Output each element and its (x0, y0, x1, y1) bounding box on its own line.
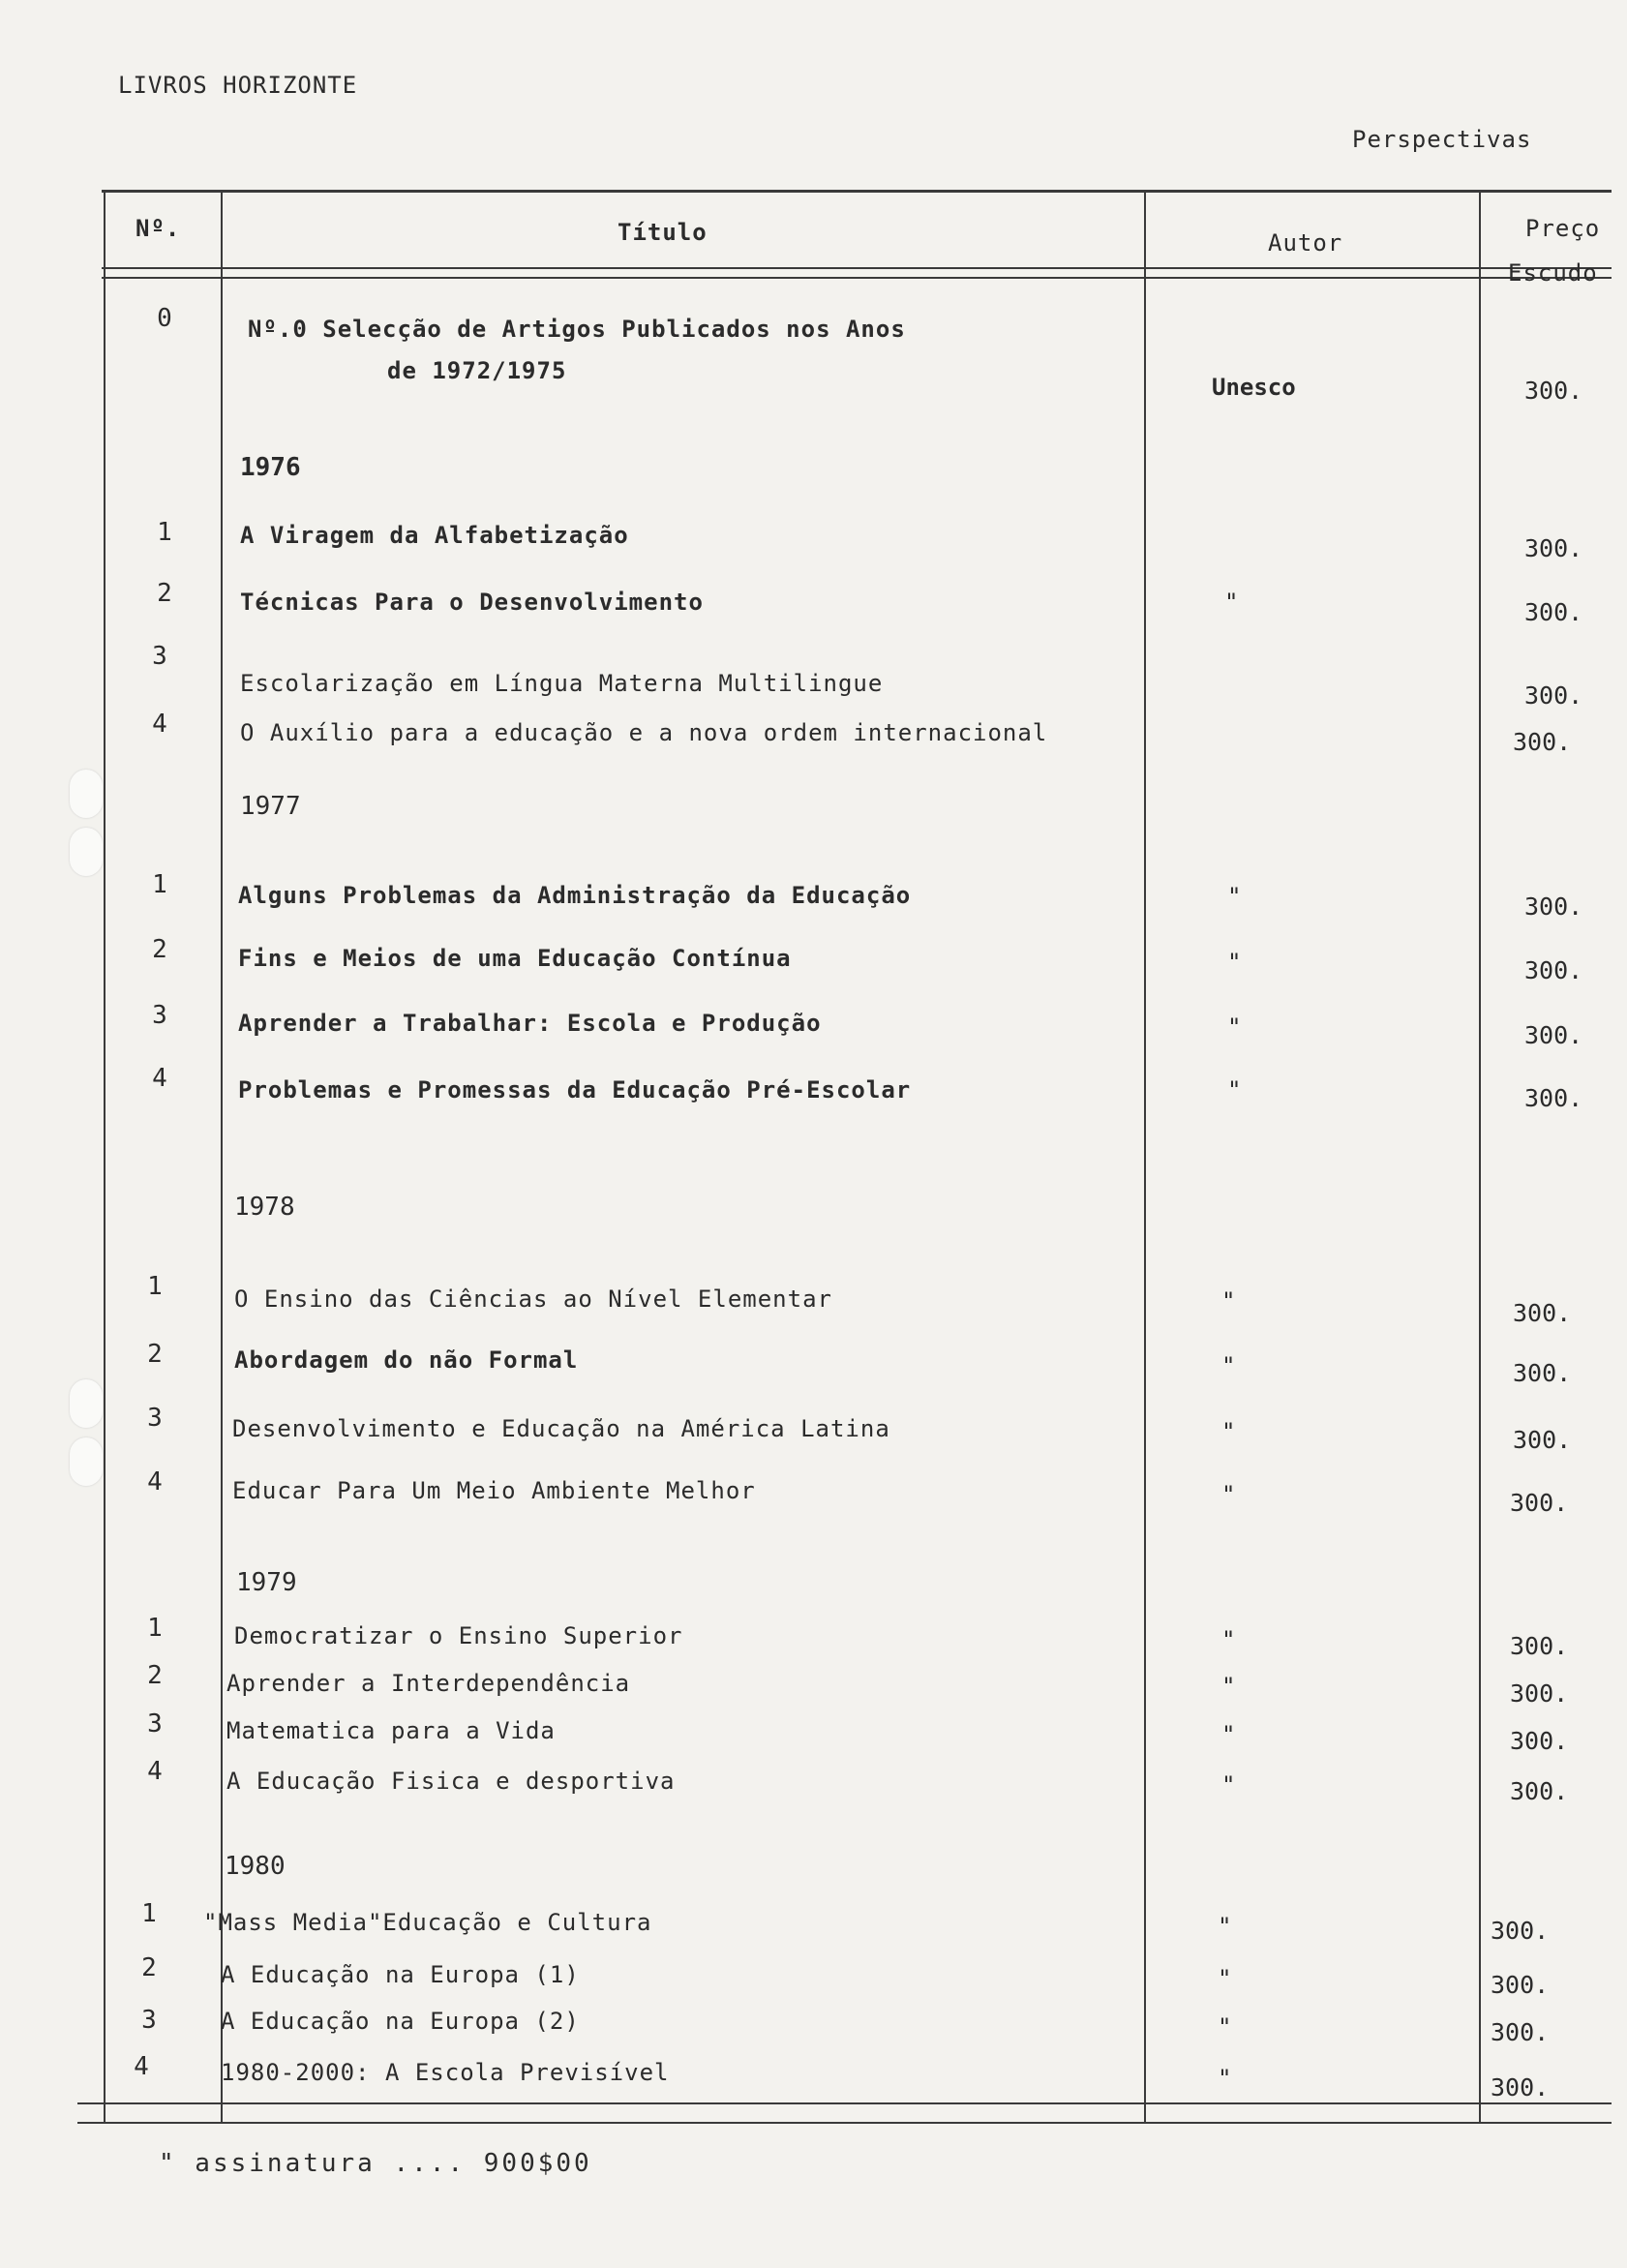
row-number: 3 (152, 1001, 167, 1030)
header-divider (102, 267, 1612, 269)
publisher-name: LIVROS HORIZONTE (118, 72, 358, 99)
row-title: Alguns Problemas da Administração da Educação (238, 882, 912, 909)
row-price: 300. (1524, 892, 1583, 921)
row-author: " (1221, 1287, 1236, 1315)
row-number: 4 (152, 1064, 167, 1093)
column-header-author: Autor (1268, 229, 1343, 257)
row-title: Educar Para Um Meio Ambiente Melhor (232, 1477, 756, 1504)
row-number: 1 (141, 1899, 157, 1928)
row-number: 1 (152, 870, 167, 899)
row-number: 2 (147, 1661, 163, 1690)
collection-name: Perspectivas (1352, 126, 1532, 153)
row-price: 300. (1513, 1299, 1572, 1327)
row-number: 3 (152, 642, 167, 671)
row-number: 0 (157, 304, 172, 333)
row-title: Matematica para a Vida (226, 1717, 556, 1744)
row-title: A Educação na Europa (1) (221, 1961, 580, 1988)
row-price: 300. (1510, 1632, 1569, 1660)
row-title: A Educação Fisica e desportiva (226, 1768, 676, 1795)
row-author: " (1227, 949, 1242, 976)
row-title: Nº.0 Selecção de Artigos Publicados nos Anos (248, 316, 906, 343)
row-number: 4 (152, 710, 167, 739)
row-title: 1980-2000: A Escola Previsível (221, 2059, 670, 2086)
row-price: 300. (1524, 598, 1583, 626)
punch-hole (70, 1437, 103, 1486)
row-number: 3 (147, 1709, 163, 1739)
punch-hole (70, 828, 103, 876)
row-author: " (1218, 1913, 1232, 1940)
row-price: 300. (1513, 1359, 1572, 1387)
row-title: Democratizar o Ensino Superior (234, 1622, 683, 1649)
row-number: 3 (147, 1404, 163, 1433)
column-divider (104, 190, 105, 2122)
row-author: " (1221, 1626, 1236, 1653)
row-title: A Educação na Europa (2) (221, 2008, 580, 2035)
column-divider (1479, 190, 1481, 2122)
row-title: O Auxílio para a educação e a nova ordem internacional (240, 719, 1048, 746)
row-number: 4 (134, 2052, 149, 2081)
row-number: 3 (141, 2006, 157, 2035)
column-header-title: Título (618, 219, 708, 246)
row-author: " (1227, 883, 1242, 910)
column-header-number: Nº. (136, 215, 181, 242)
row-title: Problemas e Promessas da Educação Pré-Escolar (238, 1076, 912, 1104)
row-author: " (1218, 1965, 1232, 1992)
row-number: 1 (147, 1614, 163, 1643)
row-author: " (1218, 2065, 1232, 2092)
row-title: Aprender a Trabalhar: Escola e Produção (238, 1010, 822, 1037)
row-number: 2 (147, 1340, 163, 1369)
year-heading: 1979 (236, 1568, 297, 1597)
row-title: A Viragem da Alfabetização (240, 522, 629, 549)
row-number: 1 (147, 1272, 163, 1301)
row-title: O Ensino das Ciências ao Nível Elementar (234, 1285, 832, 1313)
row-number: 4 (147, 1467, 163, 1497)
row-number: 2 (152, 935, 167, 964)
table-top-border (102, 190, 1612, 193)
year-heading: 1976 (240, 453, 301, 482)
row-price: 300. (1491, 1971, 1550, 1999)
column-divider (221, 190, 223, 2122)
row-author: " (1221, 1352, 1236, 1379)
row-price: 300. (1524, 1084, 1583, 1112)
row-price: 300. (1524, 681, 1583, 710)
row-title: de 1972/1975 (387, 357, 567, 384)
row-price: 300. (1524, 377, 1583, 405)
column-header-price-unit: Escudo (1508, 259, 1598, 287)
punch-hole (70, 770, 103, 818)
column-divider (1144, 190, 1146, 2122)
row-author: " (1221, 1721, 1236, 1748)
row-price: 300. (1510, 1727, 1569, 1755)
subscription-note: " assinatura .... 900$00 (159, 2149, 592, 2178)
row-author: " (1221, 1481, 1236, 1508)
year-heading: 1980 (225, 1852, 286, 1881)
row-price: 300. (1524, 1021, 1583, 1049)
row-author: " (1221, 1673, 1236, 1700)
row-title: Fins e Meios de uma Educação Contínua (238, 945, 792, 972)
row-price: 300. (1513, 728, 1572, 756)
year-heading: 1977 (240, 792, 301, 821)
punch-hole (70, 1379, 103, 1428)
row-title: Abordagem do não Formal (234, 1346, 579, 1374)
row-author: " (1227, 1076, 1242, 1104)
year-heading: 1978 (234, 1193, 295, 1222)
row-author: " (1218, 2013, 1232, 2041)
row-author: " (1227, 1013, 1242, 1041)
header-divider (102, 277, 1612, 279)
row-author: " (1221, 1418, 1236, 1445)
row-price: 300. (1524, 534, 1583, 562)
column-header-price: Preço (1525, 215, 1601, 242)
row-author: Unesco (1212, 374, 1296, 401)
row-price: 300. (1513, 1426, 1572, 1454)
row-price: 300. (1510, 1777, 1569, 1805)
table-bottom-border (77, 2122, 1612, 2124)
row-price: 300. (1510, 1489, 1569, 1517)
row-price: 300. (1491, 2018, 1550, 2046)
row-price: 300. (1510, 1679, 1569, 1708)
table-bottom-border (77, 2102, 1612, 2104)
row-title: Aprender a Interdependência (226, 1670, 631, 1697)
row-author: " (1224, 589, 1239, 616)
row-title: Técnicas Para o Desenvolvimento (240, 589, 704, 616)
row-price: 300. (1491, 1917, 1550, 1945)
row-number: 2 (157, 579, 172, 608)
row-title: "Mass Media"Educação e Cultura (203, 1909, 652, 1936)
row-price: 300. (1491, 2073, 1550, 2102)
row-title: Desenvolvimento e Educação na América Latina (232, 1415, 890, 1442)
row-author: " (1221, 1771, 1236, 1799)
row-title: Escolarização em Língua Materna Multilingue (240, 670, 884, 697)
row-number: 2 (141, 1953, 157, 1982)
row-price: 300. (1524, 956, 1583, 984)
row-number: 4 (147, 1757, 163, 1786)
row-number: 1 (157, 518, 172, 547)
